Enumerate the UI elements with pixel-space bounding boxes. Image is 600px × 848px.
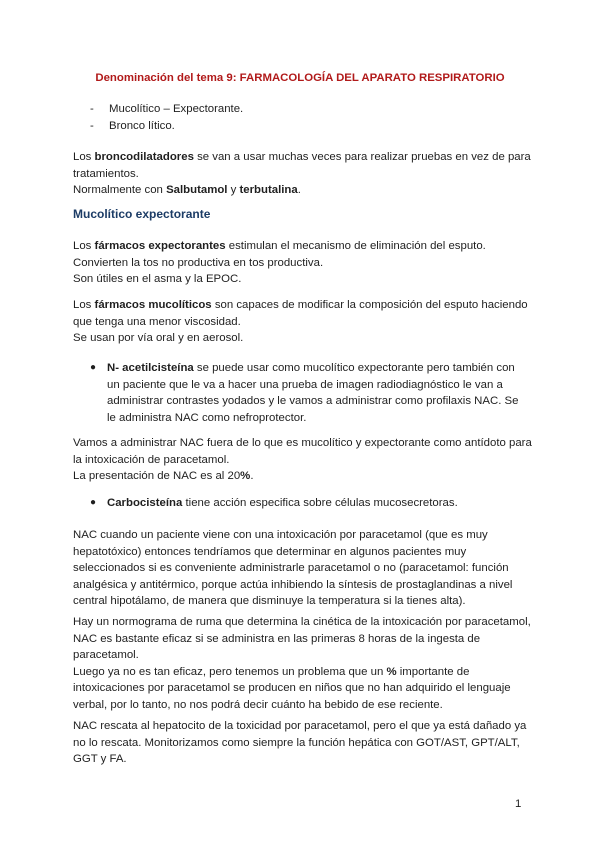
- text-run: Luego ya no es tan eficaz, pero tenemos un problema que un: [73, 665, 387, 678]
- bold-term: fármacos mucolíticos: [94, 299, 212, 311]
- section-heading: Mucolítico expectorante: [73, 207, 211, 221]
- text-line: Vamos a administrar NAC fuera de lo que es mucolítico y expectorante como antídoto para la intoxicación de paracetamol.: [73, 437, 532, 466]
- topic-list: [90, 101, 243, 134]
- text-run: Normalmente con: [73, 184, 167, 197]
- paragraph-broncodilatadores: [73, 149, 533, 199]
- bold-term: %: [240, 470, 251, 483]
- text-run: importante de intoxicaciones por paracetamol se producen en niños que no han adquirido el lenguaje verbal, por lo tanto, no nos podrá decir cuánto ha bebido de ese reciente.: [73, 665, 511, 711]
- paragraph-intoxicacion: [73, 527, 533, 610]
- paragraph-normograma: [73, 614, 533, 714]
- list-item: [90, 118, 243, 135]
- list-item-text: Mucolítico – Expectorante.: [109, 103, 244, 115]
- document-title: Denominación del tema 9: FARMACOLOGÍA DEL APARATO RESPIRATORIO: [95, 72, 505, 84]
- text-line: Se usan por vía oral y en aerosol.: [73, 332, 244, 345]
- text-run: Los: [73, 240, 95, 252]
- text-run: se van a usar muchas veces para realizar pruebas en vez de para tratamientos.: [73, 151, 531, 180]
- text-line: Convierten la tos no productiva en tos productiva.: [73, 256, 324, 269]
- text-run: son capaces de modificar la composición del esputo haciendo que tenga una menor viscosidad.: [73, 299, 528, 328]
- paragraph-expectorantes: [73, 238, 533, 288]
- dash-marker: -: [90, 119, 94, 132]
- bullet-item: [90, 360, 530, 430]
- text-run: se puede usar como mucolítico expectorante pero también con un paciente que le va a hacer una prueba de imagen radiodiagnóstico le van a administrar contrastes yodados y le vamos a administrar como profilaxis NAC. Se le administra NAC como nefroprotector.: [107, 362, 519, 424]
- dash-marker: -: [90, 103, 94, 115]
- text-run: estimulan el mecanismo de eliminación del esputo.: [225, 240, 486, 252]
- bullet-marker: ●: [90, 362, 97, 373]
- paragraph-nac-antidoto: [73, 435, 533, 485]
- text-run: .: [297, 184, 301, 197]
- text-run: La presentación de NAC es al 20: [73, 470, 241, 483]
- text-run: Los: [73, 299, 95, 311]
- text-line: NAC rescata al hepatocito de la toxicidad por paracetamol, pero el que ya está dañado ya no lo rescata. Monitorizamos como siempre la función hepática con GOT/AST, GPT/ALT, GGT y FA.: [73, 720, 527, 766]
- bold-term: terbutalina: [239, 184, 298, 197]
- text-run: Los: [73, 151, 95, 163]
- bold-term: fármacos expectorantes: [94, 240, 226, 252]
- bullet-item: [90, 495, 530, 513]
- bold-term: N- acetilcisteína: [107, 362, 194, 374]
- text-run: .: [250, 470, 254, 483]
- list-item: [90, 101, 243, 118]
- paragraph-mucoliticos: [73, 297, 533, 347]
- bold-term: broncodilatadores: [94, 151, 194, 163]
- text-run: tiene acción especifica sobre células mucosecretoras.: [182, 497, 458, 509]
- text-line: Son útiles en el asma y la EPOC.: [73, 273, 242, 286]
- bullet-marker: ●: [90, 497, 97, 508]
- bullet-text: [107, 495, 527, 512]
- bold-term: Carbocisteína: [107, 497, 183, 509]
- text-run: y: [227, 184, 240, 197]
- paragraph-hepatocito: [73, 718, 533, 768]
- list-item-text: Bronco lítico.: [109, 119, 175, 132]
- bold-term: Salbutamol: [166, 184, 228, 197]
- text-line: NAC cuando un paciente viene con una intoxicación por paracetamol (que es muy hepatotóxico) entonces tendríamos que determinar en algunos pacientes muy seleccionados si es conveniente administrarle paracetamol o no (paracetamol: función analgésica y antitérmico, porque actúa inhibiendo la síntesis de prostaglandinas a nivel central hipotálamo, de manera que disminuye la temperatura si la tienes alta).: [73, 529, 513, 608]
- text-line: Hay un normograma de ruma que determina la cinética de la intoxicación por paracetamol, NAC es bastante eficaz si se administra en las primeras 8 horas de la ingesta de paracetamol.: [73, 616, 531, 662]
- page-number: 1: [515, 798, 522, 810]
- bullet-text: [107, 360, 527, 426]
- bold-term: %: [386, 665, 397, 678]
